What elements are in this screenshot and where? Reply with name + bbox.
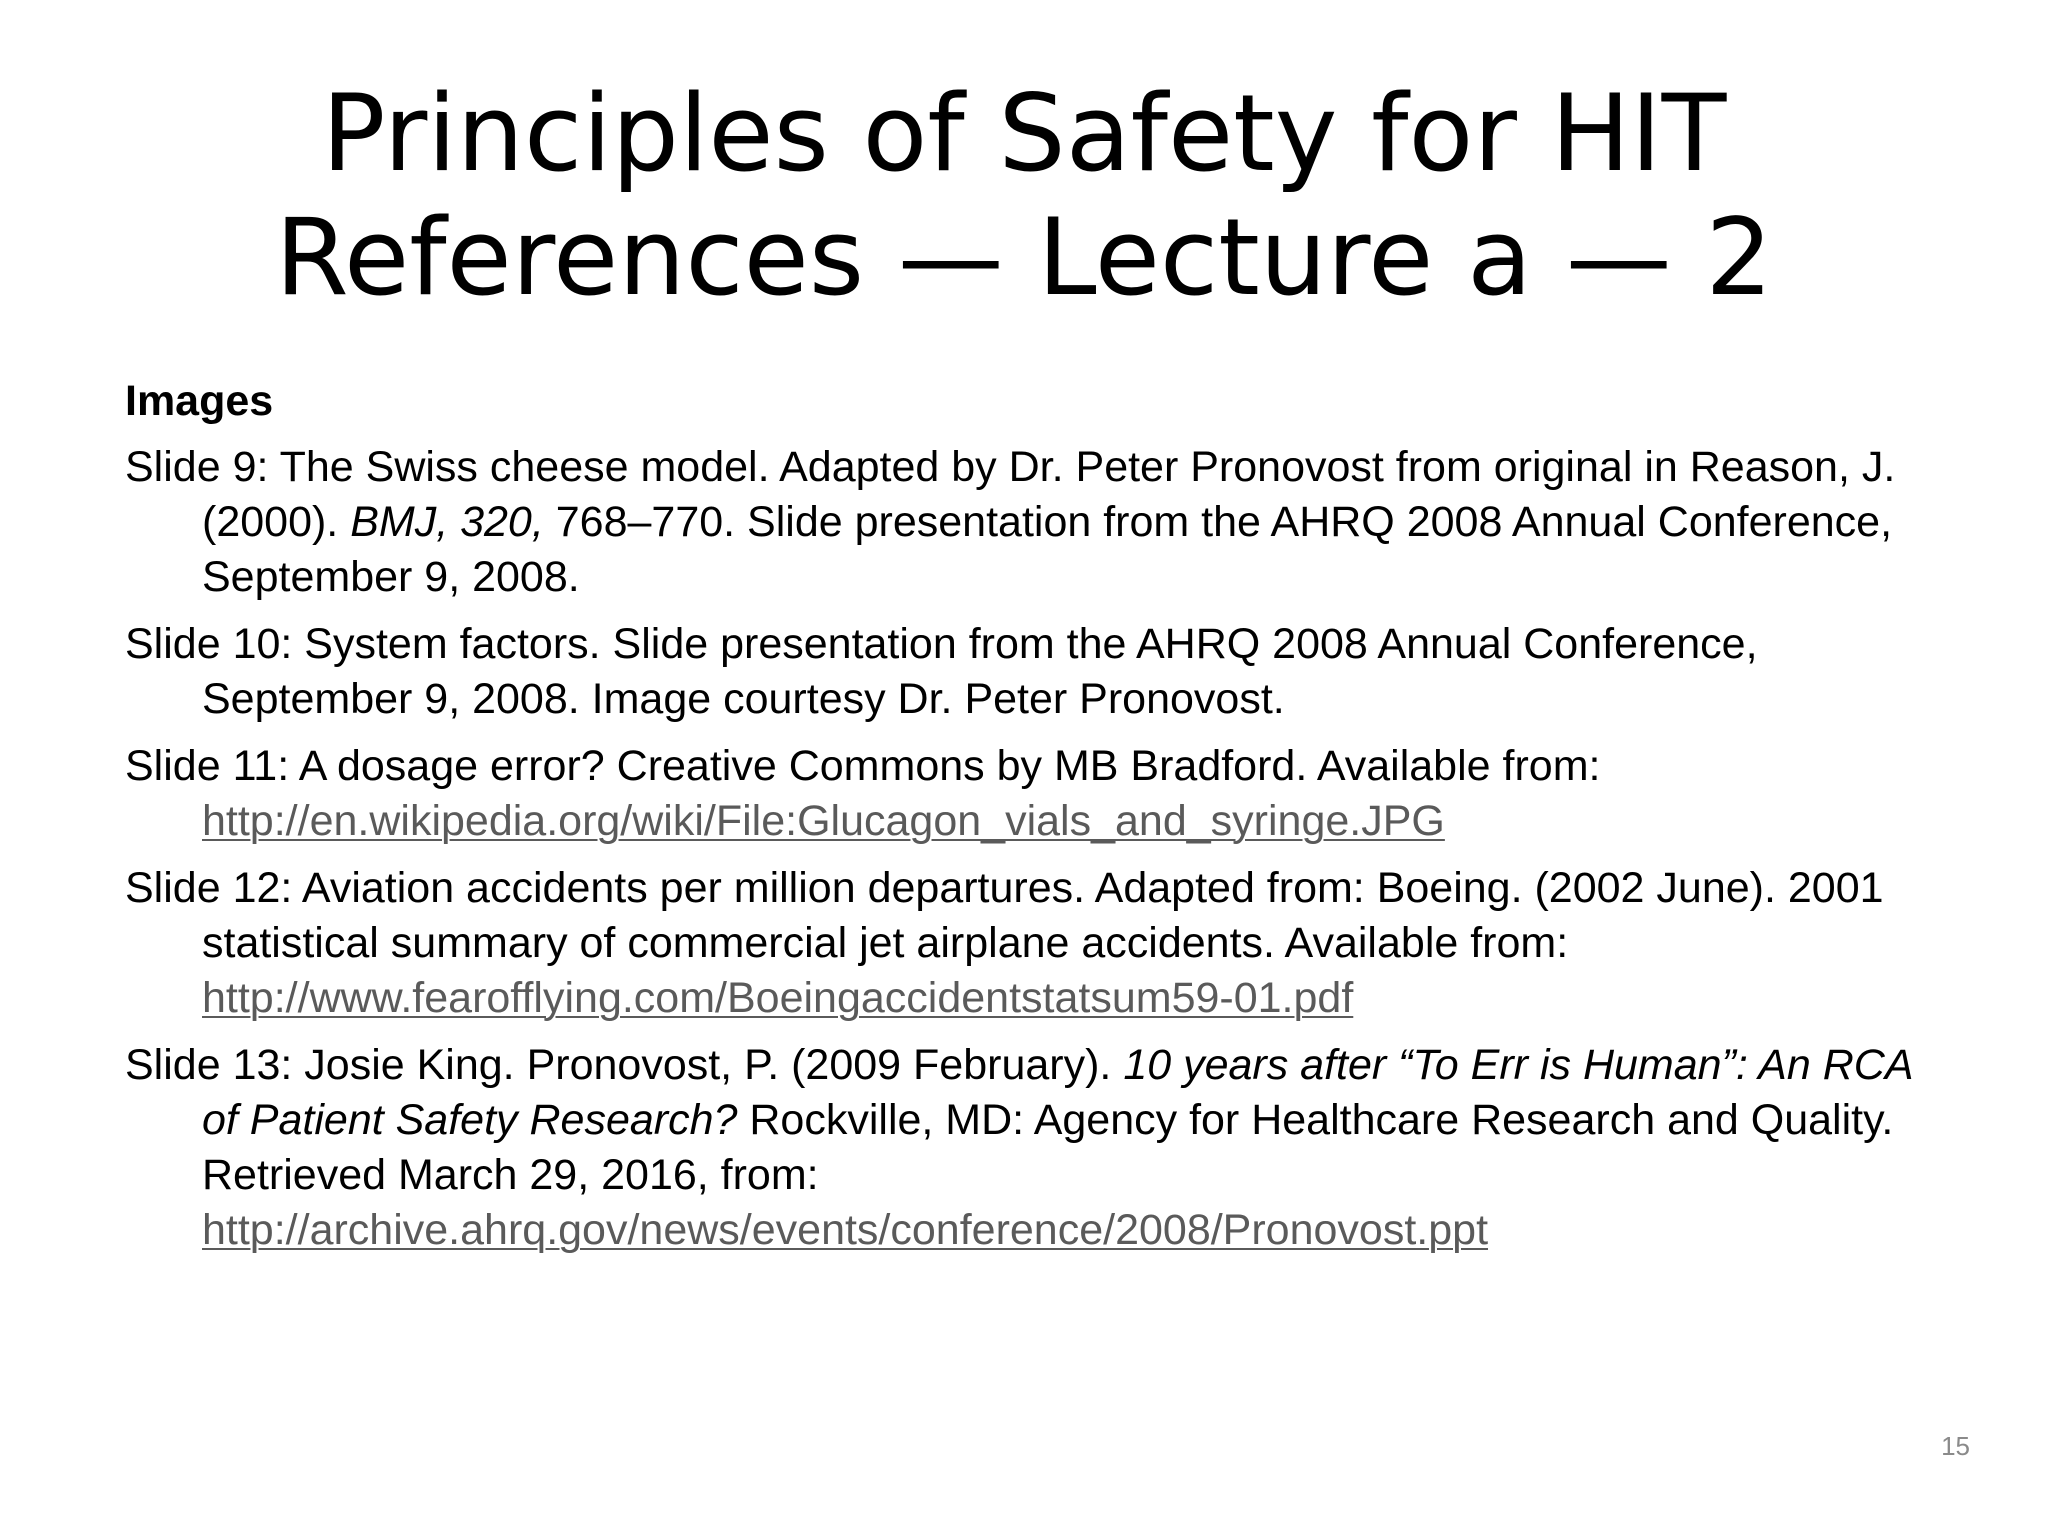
reference-link-ahrq[interactable]: http://archive.ahrq.gov/news/events/conference/2008/Pronovost.ppt	[202, 1206, 1489, 1254]
reference-slide-9	[125, 440, 1955, 605]
reference-link-wikipedia[interactable]: http://en.wikipedia.org/wiki/File:Glucagon_vials_and_syringe.JPG	[202, 797, 1445, 845]
title-line-1: Principles of Safety for HIT	[321, 72, 1727, 195]
reference-text: Slide 9: The Swiss cheese model. Adapted by Dr. Peter Pronovost from original in Reason, J. (2000).	[125, 443, 1896, 546]
reference-italic-title: BMJ, 320,	[350, 498, 544, 546]
reference-slide-12	[125, 861, 1955, 1026]
reference-text: Slide 10: System factors. Slide presentation from the AHRQ 2008 Annual Conference, September 9, 2008. Image courtesy Dr. Peter Pronovost.	[125, 620, 1758, 723]
reference-text: 768–770. Slide presentation from the AHRQ 2008 Annual Conference, September 9, 2008.	[202, 498, 1893, 601]
reference-slide-11	[125, 739, 1955, 849]
reference-text: Slide 13: Josie King. Pronovost, P. (2009 February).	[125, 1041, 1124, 1089]
reference-text: Rockville, MD: Agency for Healthcare Research and Quality. Retrieved March 29, 2016, from:	[202, 1096, 1894, 1199]
title-line-2: References — Lecture a — 2	[275, 196, 1773, 319]
section-heading-images: Images	[125, 377, 274, 425]
reference-text: Slide 12: Aviation accidents per million departures. Adapted from: Boeing. (2002 June). 2001 statistical summary of commercial jet airplane accidents. Available from:	[125, 864, 1884, 967]
reference-slide-13	[125, 1038, 1955, 1258]
reference-text: Slide 11: A dosage error? Creative Commons by MB Bradford. Available from:	[125, 742, 1601, 790]
reference-slide-10	[125, 617, 1955, 727]
reference-link-fearofflying[interactable]: http://www.fearofflying.com/Boeingaccidentstatsum59-01.pdf	[202, 974, 1354, 1022]
slide-title	[0, 72, 2048, 320]
reference-italic-title: 10 years after “To Err is Human”: An RCA of Patient Safety Research?	[202, 1041, 1912, 1144]
page-number: 15	[1941, 1431, 1970, 1461]
references-body	[125, 374, 1955, 1270]
